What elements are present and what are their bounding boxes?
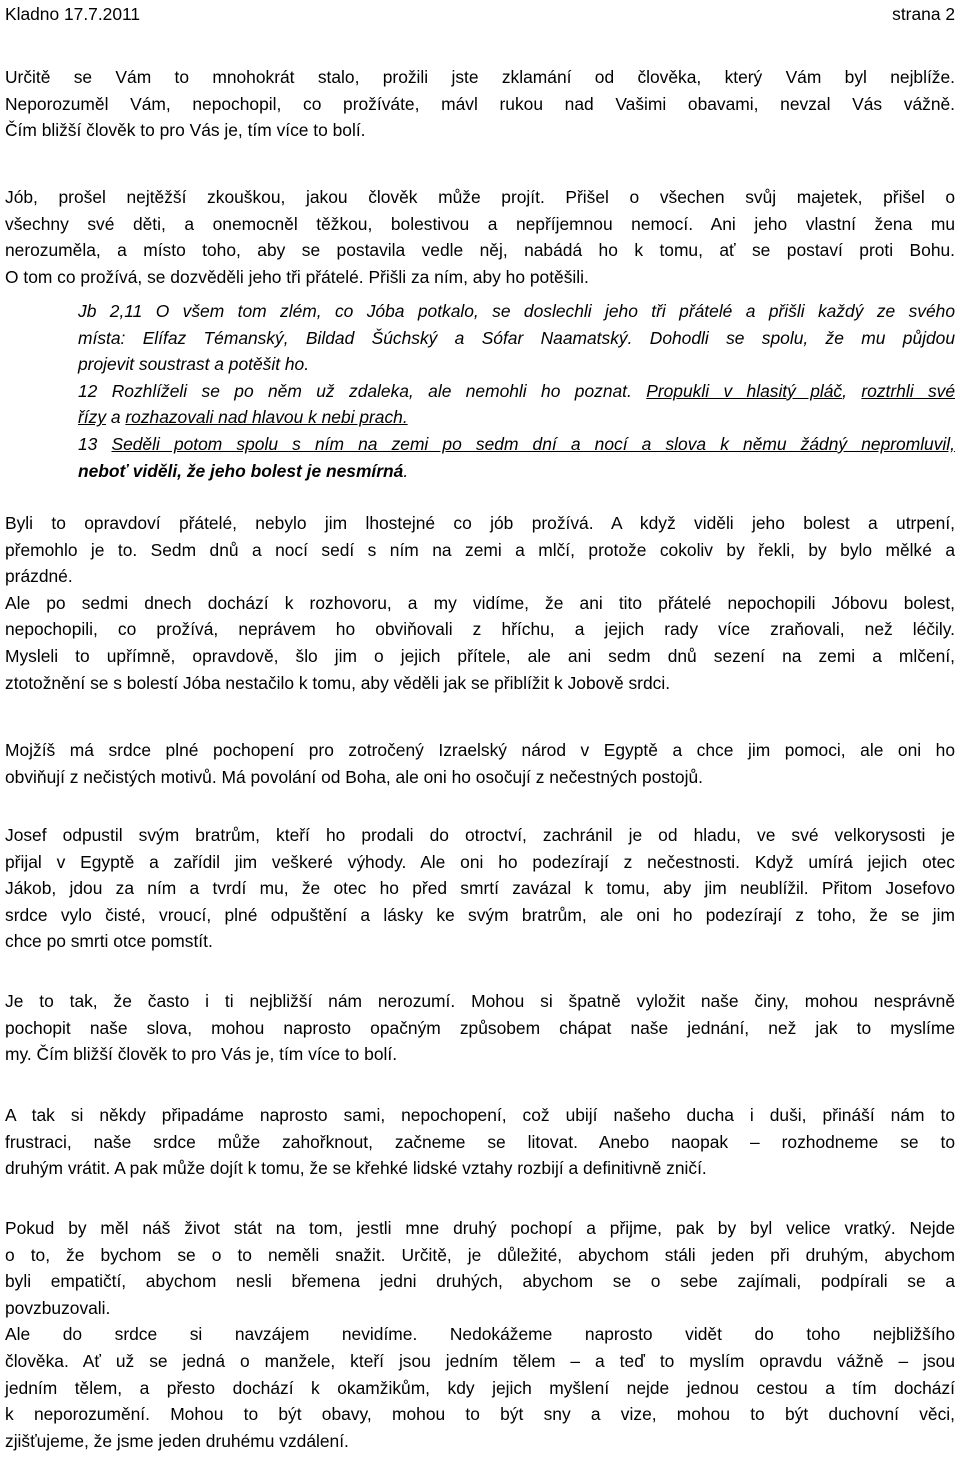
text-line: Josef odpustil svým bratrům, kteří ho prodali do otroctví, zachránil je od hladu, ve své velkorysosti je (5, 825, 955, 845)
text-line: ztotožnění se s bolestí Jóba nestačilo k tomu, aby věděli jak se přiblížit k Jobově srdci. (5, 672, 671, 693)
text-line: Je to tak, že často i ti nejbližší nám nerozumí. Mohou si špatně vyložit naše činy, mohou nesprávně (5, 991, 955, 1011)
text-line: Jákob, jdou za ním a tvrdí mu, že otec ho před smrtí zavázal k tomu, aby jim neublížil. Přitom Josefovo (5, 878, 955, 899)
text-line: Byli to opravdoví přátelé, nebylo jim lhostejné co jób prožívá. A když viděli jeho bolest a utrpení, (5, 513, 955, 533)
text-line: prázdné. (5, 566, 73, 587)
quote-verse-13 (78, 431, 955, 458)
paragraph-friends (5, 510, 955, 696)
text-line: Určitě se Vám to mnohokrát stalo, prožili jste zklamání od člověka, který Vám byl nejblíže. (5, 67, 955, 87)
quote-verse-12 (78, 378, 955, 405)
text-line: pochopit naše slova, mohou naprosto opačným způsobem chápat naše jednání, než jak to myslíme (5, 1017, 955, 1038)
text-line: Ale po sedmi dnech dochází k rozhovoru, a my vidíme, že ani tito přátelé nepochopili Jóbovu bolest, (5, 592, 955, 613)
underlined-text: řízy (78, 407, 107, 428)
quote-line: projevit soustrast a potěšit ho. (78, 354, 310, 375)
text-line: k neporozumění. Mohou to být obavy, mohou to být sny a vize, mohou to být duchovní věci, (5, 1404, 955, 1425)
bold-text: neboť viděli, že jeho bolest je nesmírná (78, 460, 404, 481)
paragraph-life (5, 1215, 955, 1454)
verse-text: a (106, 407, 126, 428)
text-line: byli empatičtí, abychom nesli břemena jedni druhých, abychom se o sebe zajímali, podpírali se a (5, 1271, 955, 1292)
text-line: všechny své děti, a onemocněl těžkou, bolestivou a nepříjemnou nemocí. Ani jeho vlastní žena mu (5, 213, 955, 234)
verse-text: 13 (78, 433, 112, 454)
paragraph-misunderstanding (5, 988, 955, 1068)
text-line: O tom co prožívá, se dozvěděli jeho tři přátelé. Přišli za ním, aby ho potěšili. (5, 266, 589, 287)
page-header (5, 1, 955, 27)
underlined-text: Seděli potom spolu s ním na zemi po sedm dní a nocí a slova k němu žádný nepromluvil, (111, 433, 955, 454)
underlined-text: Propukli v hlasitý pláč (646, 380, 843, 401)
quote-verse-12-cont (78, 404, 955, 431)
text-line: povzbuzovali. (5, 1297, 111, 1318)
verse-text: . (403, 460, 409, 481)
quote-line: Jb 2,11 O všem tom zlém, co Jóba potkalo, se doslechli jeho tři přátelé a přišli každý ze svého (78, 301, 955, 321)
paragraph-job (5, 184, 955, 290)
bible-quote (78, 298, 955, 484)
text-line: jedním tělem, a přesto dochází k okamžikům, kdy jejich myšlení nejde jednou cestou a tím dochází (5, 1377, 955, 1398)
text-line: o to, že bychom se o to neměli snažit. Určitě, je důležité, abychom stáli jeden při druhým, abychom (5, 1244, 955, 1265)
text-line: druhým vrátit. A pak může dojít k tomu, že se křehké lidské vztahy rozbijí a definitivně zničí. (5, 1158, 707, 1179)
text-line: zjišťujeme, že jsme jeden druhému vzdálení. (5, 1430, 349, 1451)
text-line: Pokud by měl náš život stát na tom, jestli mne druhý pochopí a přijme, pak by byl velice vratký. Nejde (5, 1218, 955, 1238)
text-line: Mysleli to upřímně, opravdově, šlo jim o jejich přítele, ale ani sedm dnů sezení na zemi a mlčení, (5, 645, 955, 666)
underlined-text: rozhazovali nad hlavou k nebi prach. (125, 407, 408, 428)
quote-verse-13-cont (78, 458, 955, 485)
paragraph-joseph (5, 822, 955, 955)
text-line: nerozuměla, a místo toho, aby se postavila vedle něj, nabádá ho k tomu, ať se postaví proti Bohu. (5, 240, 955, 261)
verse-text: 12 Rozhlíželi se po něm už zdaleka, ale nemohli ho poznat. (78, 380, 647, 401)
text-line: A tak si někdy připadáme naprosto sami, nepochopení, což ubijí našeho ducha i duši, přináší nám to (5, 1105, 955, 1125)
text-line: Ale do srdce si navzájem nevidíme. Nedokážeme naprosto vidět do toho nejbližšího (5, 1324, 955, 1345)
header-page-number: strana 2 (892, 4, 955, 24)
paragraph-loneliness (5, 1102, 955, 1182)
paragraph-moses (5, 737, 955, 790)
text-line: Neporozuměl Vám, nepochopil, co prožíváte, mávl rukou nad Vašimi obavami, nevzal Vás vážně. (5, 93, 955, 114)
quote-line: místa: Elífaz Témanský, Bildad Šúchský a Sófar Naamatský. Dohodli se spolu, že mu půjdou (78, 327, 955, 348)
text-line: my. Čím bližší člověk to pro Vás je, tím více to bolí. (5, 1044, 398, 1065)
text-line: přijal v Egyptě a zařídil jim veškeré výhody. Ale oni ho podezírají z nečestnosti. Když umírá jejich otec (5, 851, 955, 872)
text-line: srdce vylo čisté, vroucí, plné odpuštění a lásky ke svým bratrům, ale oni ho podezírají z toho, že se jim (5, 904, 955, 925)
text-line: nepochopili, co prožívá, neprávem ho obviňovali z hříchu, a jejich rady více zraňovali, než léčily. (5, 619, 955, 640)
text-line: Jób, prošel nejtěžší zkouškou, jakou člověk může projít. Přišel o všechen svůj majetek, přišel o (5, 187, 955, 207)
text-line: člověka. Ať už se jedná o manžele, kteří jsou jedním tělem – a teď to myslím opravdu vážně – jsou (5, 1350, 955, 1371)
text-line: Čím bližší člověk to pro Vás je, tím více to bolí. (5, 120, 366, 141)
text-line: frustraci, naše srdce může zahořknout, začneme se litovat. Anebo naopak – rozhodneme se to (5, 1131, 955, 1152)
verse-text: , (842, 380, 862, 401)
paragraph-intro (5, 64, 955, 144)
header-date-place: Kladno 17.7.2011 (5, 4, 141, 24)
text-line: chce po smrti otce pomstít. (5, 931, 213, 952)
underlined-text: roztrhli své (861, 380, 956, 401)
text-line: Mojžíš má srdce plné pochopení pro zotročený Izraelský národ v Egyptě a chce jim pomoci, ale oni ho (5, 740, 955, 760)
text-line: obviňují z nečistých motivů. Má povolání od Boha, ale oni ho osočují z nečestných postojů. (5, 766, 703, 787)
text-line: přemohlo je to. Sedm dnů a nocí sedí s ním na zemi a mlčí, protože cokoliv by řekli, by bylo mělké a (5, 539, 955, 560)
